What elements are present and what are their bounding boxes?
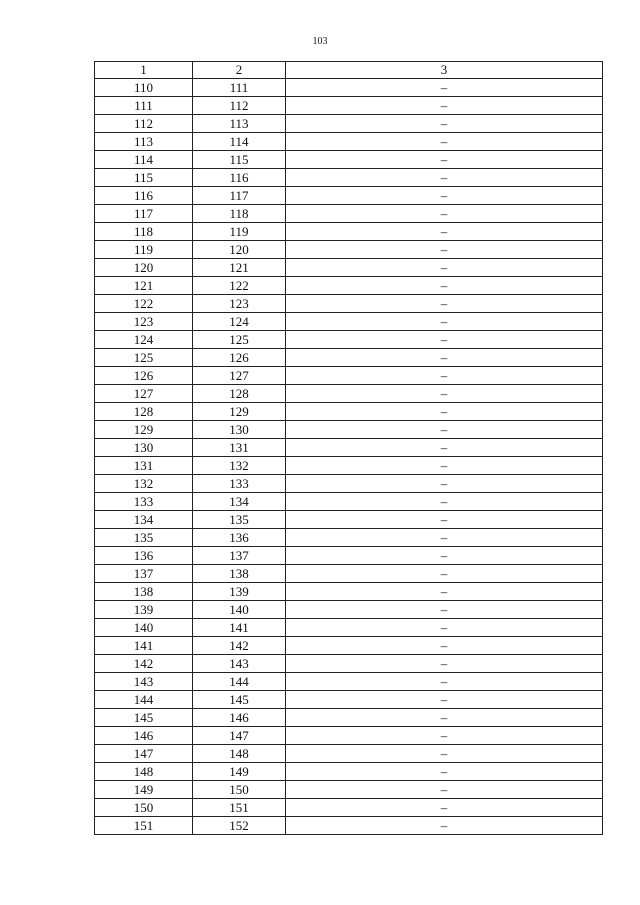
table-cell-col-1: 116 [95, 187, 193, 205]
table-cell-col-1: 127 [95, 385, 193, 403]
table-cell-col-2: 118 [193, 205, 286, 223]
table-cell-col-3: – [286, 205, 603, 223]
table-cell-col-3: – [286, 259, 603, 277]
table-cell-col-1: 123 [95, 313, 193, 331]
table-cell-col-2: 132 [193, 457, 286, 475]
table-cell-col-2: 119 [193, 223, 286, 241]
table-cell-col-1: 120 [95, 259, 193, 277]
table-row [95, 799, 603, 817]
table-row [95, 511, 603, 529]
table-cell-col-3: – [286, 313, 603, 331]
table-cell-col-2: 136 [193, 529, 286, 547]
table-row [95, 97, 603, 115]
table-row [95, 349, 603, 367]
table-cell-col-1: 135 [95, 529, 193, 547]
table-cell-col-2: 128 [193, 385, 286, 403]
table-cell-col-3: – [286, 493, 603, 511]
table-cell-col-2: 125 [193, 331, 286, 349]
table-cell-col-3: – [286, 817, 603, 835]
table-row [95, 259, 603, 277]
table-cell-col-2: 122 [193, 277, 286, 295]
table-cell-col-1: 148 [95, 763, 193, 781]
table-cell-col-3: – [286, 745, 603, 763]
table-cell-col-3: – [286, 223, 603, 241]
table-cell-col-2: 133 [193, 475, 286, 493]
table-row [95, 547, 603, 565]
table-cell-col-3: – [286, 403, 603, 421]
table-cell-col-2: 143 [193, 655, 286, 673]
table-cell-col-3: – [286, 691, 603, 709]
table-row [95, 241, 603, 259]
table-row [95, 457, 603, 475]
table-cell-col-2: 145 [193, 691, 286, 709]
table-cell-col-2: 137 [193, 547, 286, 565]
table-cell-col-2: 150 [193, 781, 286, 799]
table-cell-col-1: 149 [95, 781, 193, 799]
table-row [95, 313, 603, 331]
table-cell-col-1: 136 [95, 547, 193, 565]
table-cell-col-3: – [286, 295, 603, 313]
table-cell-col-2: 126 [193, 349, 286, 367]
table-cell-col-2: 139 [193, 583, 286, 601]
table-row [95, 439, 603, 457]
table-cell-col-1: 115 [95, 169, 193, 187]
table-cell-col-3: – [286, 583, 603, 601]
table-cell-col-1: 111 [95, 97, 193, 115]
table-cell-col-1: 144 [95, 691, 193, 709]
table-row [95, 655, 603, 673]
table-cell-col-1: 118 [95, 223, 193, 241]
table-row [95, 295, 603, 313]
table-row [95, 745, 603, 763]
table-cell-col-1: 130 [95, 439, 193, 457]
table-row [95, 727, 603, 745]
table-cell-col-3: – [286, 169, 603, 187]
table-row [95, 151, 603, 169]
table-cell-col-3: – [286, 547, 603, 565]
table-row [95, 205, 603, 223]
table-cell-col-1: 125 [95, 349, 193, 367]
table-row [95, 475, 603, 493]
table-cell-col-3: – [286, 115, 603, 133]
table-row [95, 637, 603, 655]
table-cell-col-3: – [286, 367, 603, 385]
table-cell-col-1: 133 [95, 493, 193, 511]
table-cell-col-3: – [286, 475, 603, 493]
table-cell-col-2: 148 [193, 745, 286, 763]
table-cell-col-3: – [286, 241, 603, 259]
table-row [95, 763, 603, 781]
table-cell-col-2: 120 [193, 241, 286, 259]
table-cell-col-1: 142 [95, 655, 193, 673]
table-cell-col-2: 123 [193, 295, 286, 313]
table-cell-col-1: 132 [95, 475, 193, 493]
table-cell-col-1: 141 [95, 637, 193, 655]
table-cell-col-2: 115 [193, 151, 286, 169]
table-cell-col-2: 127 [193, 367, 286, 385]
table-row [95, 79, 603, 97]
table-cell-col-3: – [286, 781, 603, 799]
table-cell-col-2: 149 [193, 763, 286, 781]
table-cell-col-2: 113 [193, 115, 286, 133]
table-cell-col-3: – [286, 439, 603, 457]
table-cell-col-3: – [286, 421, 603, 439]
table-cell-col-1: 134 [95, 511, 193, 529]
table-cell-col-2: 134 [193, 493, 286, 511]
table-cell-col-1: 143 [95, 673, 193, 691]
table-cell-col-3: – [286, 637, 603, 655]
table-cell-col-3: – [286, 673, 603, 691]
table-cell-col-1: 150 [95, 799, 193, 817]
table-row [95, 169, 603, 187]
table-cell-col-1: 114 [95, 151, 193, 169]
table-cell-col-1: 110 [95, 79, 193, 97]
table-cell-col-2: 117 [193, 187, 286, 205]
table-cell-col-2: 142 [193, 637, 286, 655]
table-cell-col-2: 111 [193, 79, 286, 97]
table-cell-col-1: 147 [95, 745, 193, 763]
table-cell-col-2: 130 [193, 421, 286, 439]
table-cell-col-2: 141 [193, 619, 286, 637]
table-cell-col-2: 129 [193, 403, 286, 421]
table-body [95, 79, 603, 835]
table-cell-col-1: 126 [95, 367, 193, 385]
table-cell-col-2: 112 [193, 97, 286, 115]
table-cell-col-3: – [286, 277, 603, 295]
table-cell-col-3: – [286, 799, 603, 817]
table-row [95, 223, 603, 241]
table-cell-col-3: – [286, 727, 603, 745]
table-cell-col-2: 138 [193, 565, 286, 583]
table-cell-col-3: – [286, 763, 603, 781]
table-cell-col-3: – [286, 709, 603, 727]
table-cell-col-1: 119 [95, 241, 193, 259]
table-row [95, 817, 603, 835]
table-cell-col-1: 131 [95, 457, 193, 475]
table-cell-col-2: 114 [193, 133, 286, 151]
table-cell-col-1: 117 [95, 205, 193, 223]
column-header-2: 2 [193, 62, 286, 79]
table-cell-col-2: 121 [193, 259, 286, 277]
table-cell-col-3: – [286, 349, 603, 367]
table-cell-col-3: – [286, 511, 603, 529]
table-cell-col-3: – [286, 331, 603, 349]
table-row [95, 493, 603, 511]
data-table [94, 61, 603, 835]
table-cell-col-2: 135 [193, 511, 286, 529]
table-cell-col-1: 121 [95, 277, 193, 295]
table-cell-col-2: 124 [193, 313, 286, 331]
table-cell-col-2: 144 [193, 673, 286, 691]
table-cell-col-3: – [286, 619, 603, 637]
table-row [95, 709, 603, 727]
page-number: 103 [312, 36, 328, 47]
table-cell-col-3: – [286, 529, 603, 547]
table-cell-col-3: – [286, 187, 603, 205]
table-cell-col-3: – [286, 151, 603, 169]
table-cell-col-3: – [286, 385, 603, 403]
table-row [95, 619, 603, 637]
table-cell-col-2: 152 [193, 817, 286, 835]
table-row [95, 403, 603, 421]
table-cell-col-2: 131 [193, 439, 286, 457]
table-cell-col-1: 137 [95, 565, 193, 583]
table-row [95, 115, 603, 133]
table-row [95, 385, 603, 403]
table-cell-col-1: 146 [95, 727, 193, 745]
table-cell-col-2: 116 [193, 169, 286, 187]
table-cell-col-2: 146 [193, 709, 286, 727]
table-row [95, 421, 603, 439]
table-cell-col-1: 140 [95, 619, 193, 637]
table-cell-col-1: 122 [95, 295, 193, 313]
table-cell-col-3: – [286, 655, 603, 673]
table-row [95, 601, 603, 619]
column-header-1: 1 [95, 62, 193, 79]
table-row [95, 133, 603, 151]
table-cell-col-2: 147 [193, 727, 286, 745]
table-cell-col-1: 124 [95, 331, 193, 349]
table-cell-col-3: – [286, 601, 603, 619]
table-cell-col-3: – [286, 457, 603, 475]
table-cell-col-1: 128 [95, 403, 193, 421]
table-row [95, 187, 603, 205]
table-cell-col-1: 151 [95, 817, 193, 835]
table-cell-col-2: 140 [193, 601, 286, 619]
table-cell-col-1: 112 [95, 115, 193, 133]
table-row [95, 565, 603, 583]
table-row [95, 529, 603, 547]
table-cell-col-1: 138 [95, 583, 193, 601]
table-cell-col-1: 139 [95, 601, 193, 619]
table-cell-col-2: 151 [193, 799, 286, 817]
table-cell-col-3: – [286, 133, 603, 151]
table-row [95, 331, 603, 349]
table-row [95, 781, 603, 799]
column-header-3: 3 [286, 62, 603, 79]
table-row [95, 367, 603, 385]
table-row [95, 691, 603, 709]
header-row [95, 62, 603, 79]
table-cell-col-3: – [286, 565, 603, 583]
table-cell-col-1: 113 [95, 133, 193, 151]
table-row [95, 277, 603, 295]
table-cell-col-1: 129 [95, 421, 193, 439]
table-cell-col-3: – [286, 97, 603, 115]
table-row [95, 583, 603, 601]
table-cell-col-3: – [286, 79, 603, 97]
table-row [95, 673, 603, 691]
table-cell-col-1: 145 [95, 709, 193, 727]
